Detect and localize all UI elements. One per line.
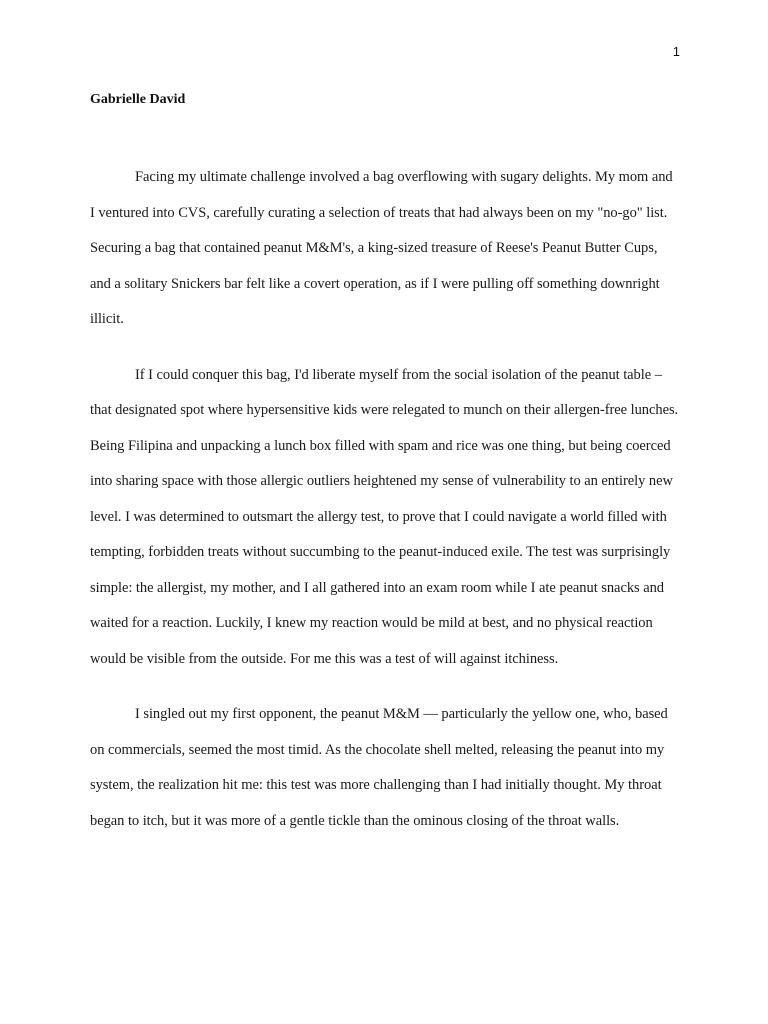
paragraph-1: Facing my ultimate challenge involved a bag overflowing with sugary delights. My mom and I ventured into CVS, carefully curating a selection of treats that had always been on my "no-go" list. Securing a bag that contained peanut M&M's, a king-sized treasure of Reese's Peanut Butter Cups, and a solitary Snickers bar felt like a covert operation, as if I were pulling off something downright illicit. [90,169,673,327]
paragraph-2: If I could conquer this bag, I'd liberate myself from the social isolation of the peanut table – that designated spot where hypersensitive kids were relegated to munch on their allergen-free lunches. Being Filipina and unpacking a lunch box filled with spam and rice was one thing, but being coerced into sharing space with those allergic outliers heightened my sense of vulnerability to an entirely new level. I was determined to outsmart the allergy test, to prove that I could navigate a world filled with tempting, forbidden treats without succumbing to the peanut-induced exile. The test was surprisingly simple: the allergist, my mother, and I all gathered into an exam room while I ate peanut snacks and waited for a reaction. Luckily, I knew my reaction would be mild at best, and no physical reaction would be visible from the outside. For me this was a test of will against itchiness. [90,366,679,667]
page-number: 1 [672,44,680,59]
author-name: Gabrielle David [90,92,186,107]
paragraph-3: I singled out my first opponent, the peanut M&M — particularly the yellow one, who, based on commercials, seemed the most timid. As the chocolate shell melted, releasing the peanut into my system, the realization hit me: this test was more challenging than I had initially thought. My throat began to itch, but it was more of a gentle tickle than the ominous closing of the throat walls. [90,706,668,829]
essay-body [90,160,680,859]
